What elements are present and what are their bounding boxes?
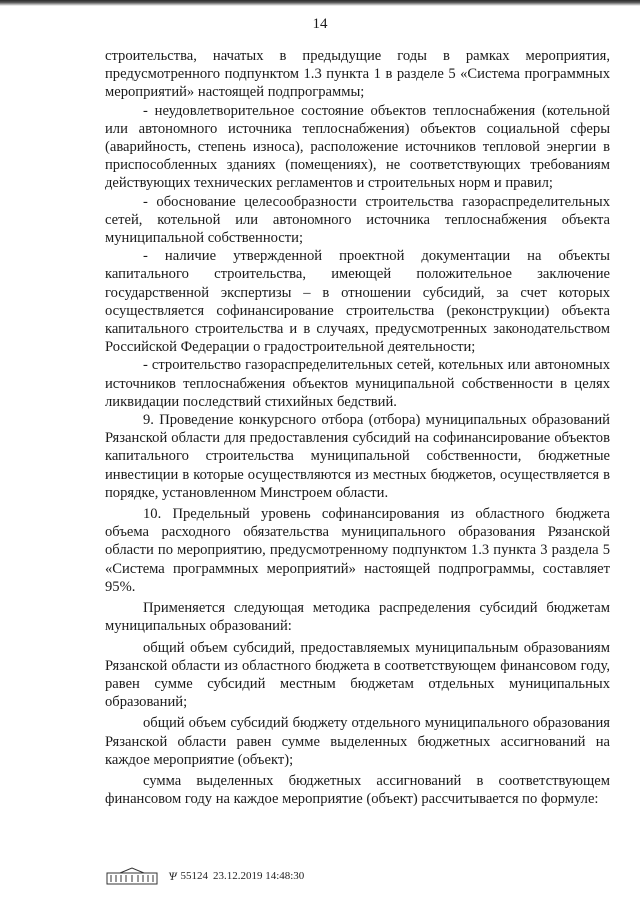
paragraph: - обоснование целесообразности строительства газораспределительных сетей, котельной или автономного источника теплоснабжения объекта муниципальной собственности; xyxy=(105,193,610,247)
paragraph: Применяется следующая методика распределения субсидий бюджетам муниципальных образований: xyxy=(105,600,610,635)
paragraph: - наличие утвержденной проектной документации на объекты капитального строительства, имеющей положительное заключение государственной экспертизы – в отношении субсидий, за счет которых осуществляется софинансирование строительства (реконструкции) объекта капитального строительства и в случаях, предусмотренных законодательством Российской Федерации о градостроительной деятельности; xyxy=(105,248,610,356)
paragraph: 10. Предельный уровень софинансирования из областного бюджета объема расходного обязательства муниципального образования Рязанской области по мероприятию, предусмотренному подпунктом 1.3 пункта 3 раздела 5 «Система программных мероприятий» настоящей подпрограммы, составляет 95%. xyxy=(105,506,610,595)
document-body xyxy=(105,47,610,808)
page-number: 14 xyxy=(312,16,328,32)
document-datetime: 23.12.2019 14:48:30 xyxy=(212,870,305,882)
document-number: 55124 xyxy=(180,870,208,882)
paragraph: - неудовлетворительное состояние объектов теплоснабжения (котельной или автономного источника теплоснабжения) объектов социальной сферы (аварийность, степень износа), расположение источников тепловой энергии в приспособленных зданиях (помещениях), не соответствующих требованиям действующих технических регламентов и строительных норм и правил; xyxy=(105,102,610,192)
paragraph: 9. Проведение конкурсного отбора (отбора) муниципальных образований Рязанской области для предоставления субсидий на софинансирование объектов капитального строительства муниципальной собственности, бюджетные инвестиции в которые осуществляются из местных бюджетов, осуществляется в порядке, установленном Минстроем области. xyxy=(105,412,610,501)
footer-mark: Ѱ xyxy=(168,868,177,883)
paragraph: строительства, начатых в предыдущие годы в рамках мероприятия, предусмотренного подпунктом 1.3 пункта 1 в разделе 5 «Система программных мероприятий» настоящей подпрограммы; xyxy=(105,48,610,101)
government-seal-icon xyxy=(106,867,158,885)
paragraph: общий объем субсидий, предоставляемых муниципальным образованиям Рязанской области из областного бюджета в соответствующем финансовом году, равен сумме субсидий местным бюджетам отдельных муниципальных образований; xyxy=(105,639,610,711)
paragraph: - строительство газораспределительных сетей, котельных или автономных источников теплоснабжения объектов муниципальной собственности в целях ликвидации последствий стихийных бедствий. xyxy=(105,357,610,410)
document-footer xyxy=(106,866,406,886)
scan-top-edge xyxy=(0,0,640,6)
paragraph: сумма выделенных бюджетных ассигнований в соответствующем финансовом году на каждое мероприятие (объект) рассчитывается по формуле: xyxy=(105,772,610,808)
paragraph: общий объем субсидий бюджету отдельного муниципального образования Рязанской области равен сумме выделенных бюджетных ассигнований на каждое мероприятие (объект); xyxy=(105,715,610,768)
